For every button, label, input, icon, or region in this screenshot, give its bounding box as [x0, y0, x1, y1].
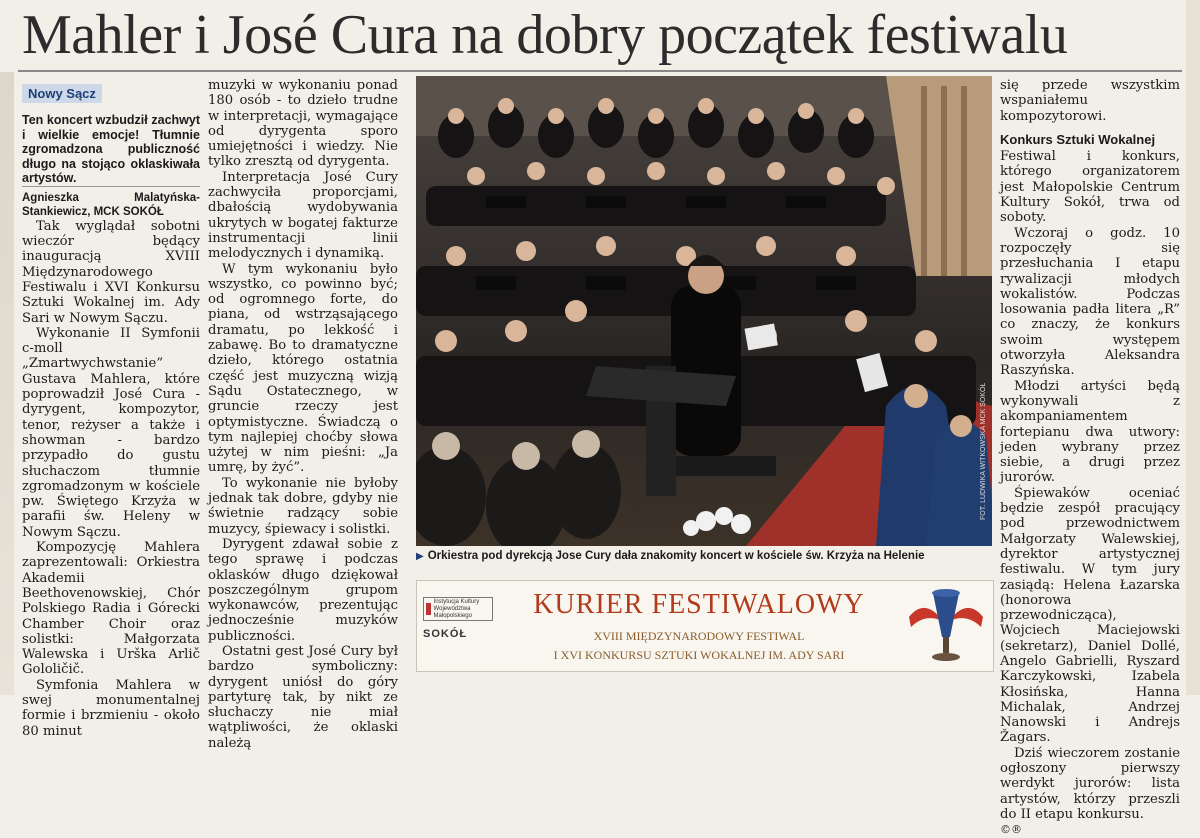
section-tag: Nowy Sącz — [22, 84, 102, 103]
sponsor-logos — [423, 597, 493, 657]
caption-text: Orkiestra pod dyrekcją Jose Cury dała znakomity koncert w kościele św. Krzyża na Helenie — [427, 550, 925, 562]
column-2 — [208, 78, 398, 751]
article-lead: Ten koncert wzbudził zachwyt i wielkie emocje! Tłumnie zgromadzona publiczność długo na stojąco oklaskiwała artystów. — [22, 113, 200, 186]
end-mark: ©® — [1000, 823, 1022, 837]
page-edge-left — [0, 72, 14, 695]
article-byline: Agnieszka Malatyńska-Stankiewicz, MCK SOKÓŁ — [22, 186, 200, 219]
paragraph: W tym wykonaniu było wszystko, co powinno być; od ogromnego forte, do piana, od wstrząsającego dramatu, po lekkość i zabawę. Bo to dramatyczne dzieło, którego ostatnia część jest muzyczną wizją Sądu Ostatecznego, w gruncie rzeczy jest optymistyczne. Świadczą o tym najlepiej choćby słowa użytej w nim pieśni: „Ja umrę, by żyć”. — [208, 261, 398, 476]
subheading: Konkurs Sztuki Wokalnej — [1000, 131, 1156, 147]
paragraph: Ostatni gest José Cury był bardzo symboliczny: dyrygent uniósł do góry partyturę tak, by nikt ze słuchaczy nie miał wątpliwości, że oklaski należą — [208, 643, 398, 751]
paragraph: Wykonanie II Symfonii c-moll „Zmartwychwstanie” Gustava Mahlera, które poprowadził José Cura - dyrygent, kompozytor, tenor, reżyser a także i showman - bardzo przypadło do gustu słuchaczom tłumnie zgromadzonym w kościele pw. Świętego Krzyża w parafii św. Heleny w Nowym Sączu. — [22, 325, 200, 540]
paragraph: Dyrygent zdawał sobie z tego sprawę i podczas oklasków długo dziękował poszczególnym grupom wykonawców, prezentując jednocześnie muzyków publiczności. — [208, 536, 398, 644]
column-4 — [1000, 78, 1180, 838]
page-edge-right — [1186, 0, 1200, 695]
gramophone-horn-icon — [905, 587, 987, 665]
paragraph: Tak wyglądał sobotni wieczór będący inauguracją XVIII Międzynarodowego Festiwalu i XVI Konkursu Sztuki Wokalnej im. Ady Sari w Nowym Sączu. — [22, 218, 200, 326]
orchestra-photo — [416, 76, 992, 546]
paragraph: Kompozycję Mahlera zaprezentowali: Orkiestra Akademii Beethovenowskiej, Chór Polskiego Radia i Górecki Chamber Choir oraz solistki: Małgorzata Walewska i Urška Arlič Gololičič. — [22, 540, 200, 678]
headline-rule — [18, 70, 1182, 72]
paragraph: się przede wszystkim wspaniałemu kompozytorowi. — [1000, 78, 1180, 124]
photo-credit: FOT. LUDWIKA WITKOWSKA MCK SOKÓŁ — [980, 382, 987, 520]
caption-marker-icon: ▶ — [416, 551, 424, 562]
banner-line-2: I XVI KONKURSU SZTUKI WOKALNEJ IM. ADY SARI — [553, 648, 845, 662]
banner-title: KURIER FESTIWALOWY — [533, 589, 865, 620]
orchestra-illustration — [416, 76, 992, 546]
paragraph: Śpiewaków oceniać będzie zespół pracujący pod przewodnictwem Małgorzaty Walewskiej, dyrektor artystycznej festiwalu. W tym jury zasiądą: Helena Łazarska (honorowa przewodnicząca), Wojciech Maciejowski (sekretarz), Daniel Dollé, Angelo Gabrielli, Ryszard Karczykowski, Izabela Kłosińska, Hanna Michalak, Andrzej Nanowski i Andrejs Žagars. — [1000, 485, 1180, 746]
sokol-logo: SOKÓŁ — [423, 628, 468, 640]
paragraph: Młodzi artyści będą wykonywali z akompaniamentem fortepianu dwa utwory: jeden wybrany przez siebie, a drugi przez jurorów. — [1000, 378, 1180, 486]
banner-line-1: XVIII MIĘDZYNARODOWY FESTIWAL — [593, 629, 805, 643]
paragraph: muzyki w wykonaniu ponad 180 osób - to dzieło trudne w interpretacji, wymagające od dyrygenta sporo umiejętności i wiedzy. Nie tylko zresztą od dyrygenta. — [208, 78, 398, 170]
paragraph: Dziś wieczorem zostanie ogłoszony pierwszy werdykt jurorów: lista artystów, którzy przeszli do II etapu konkursu. — [1000, 745, 1180, 822]
festival-banner — [416, 580, 994, 672]
paragraph: Symfonia Mahlera w swej monumentalnej formie i brzmieniu - około 80 minut — [22, 677, 200, 739]
paragraph: Festiwal i konkurs, którego organizatorem jest Małopolskie Centrum Kultury Sokół, trwa od soboty. — [1000, 149, 1180, 226]
paragraph: Interpretacja José Cury zachwyciła proporcjami, dbałością wydobywania ukrytych w bogatej fakturze instrumentacji linii melodycznych i dynamiką. — [208, 169, 398, 262]
column-1 — [22, 84, 200, 739]
region-logo: Instytucja Kultury Województwa Małopolskiego — [423, 597, 493, 621]
coat-of-arms-icon — [426, 603, 431, 615]
paragraph: To wykonanie nie byłoby jednak tak dobre, gdyby nie świetnie radzący sobie muzycy, śpiewacy i solistki. — [208, 475, 398, 537]
photo-caption — [416, 549, 992, 564]
paragraph: Wczoraj o godz. 10 rozpoczęły się przesłuchania I etapu rywalizacji młodych wokalistów. Podczas losowania padła litera „R” co znaczy, że konkurs swoim występem otworzyła Aleksandra Raszyńska. — [1000, 225, 1180, 379]
article-headline: Mahler i José Cura na dobry początek festiwalu — [22, 4, 1068, 66]
banner-subtitle — [499, 627, 899, 665]
